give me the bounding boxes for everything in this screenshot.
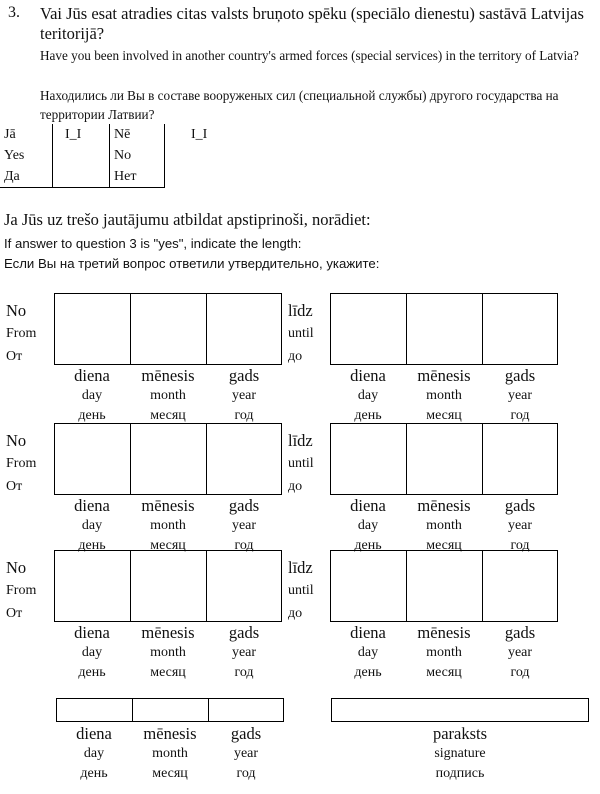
until-label: līdz until до bbox=[288, 558, 314, 621]
question-number: 3. bbox=[8, 4, 20, 21]
from-date-boxes bbox=[54, 423, 282, 495]
from-month-box[interactable] bbox=[130, 551, 207, 621]
no-checkbox[interactable]: I_I bbox=[165, 124, 320, 188]
until-date-boxes bbox=[330, 423, 558, 495]
yes-label: Jā Yes Да bbox=[0, 124, 53, 188]
until-date-boxes bbox=[330, 293, 558, 365]
signature-caption: paraksts signature подпись bbox=[432, 724, 488, 781]
until-label: līdz until до bbox=[288, 301, 314, 364]
final-month-box[interactable] bbox=[132, 699, 209, 721]
final-date-boxes bbox=[56, 698, 284, 722]
question-text-lv: Vai Jūs esat atradies citas valsts bruņoto spēku (speciālo dienestu) sastāvā Latvijas teritorijā? bbox=[40, 4, 584, 43]
until-day-box[interactable] bbox=[331, 424, 406, 494]
date-captions: diena day день mēnesis month месяц gads year год bbox=[74, 623, 260, 680]
from-day-box[interactable] bbox=[55, 551, 130, 621]
from-date-boxes bbox=[54, 293, 282, 365]
date-captions: diena day день mēnesis month месяц gads year год bbox=[350, 496, 536, 553]
from-label: No From От bbox=[6, 301, 37, 364]
until-day-box[interactable] bbox=[331, 294, 406, 364]
until-year-box[interactable] bbox=[482, 551, 557, 621]
question-text-en: Have you been involved in another country's armed forces (special services) in the territory of Latvia? bbox=[40, 48, 579, 63]
until-month-box[interactable] bbox=[406, 424, 483, 494]
until-month-box[interactable] bbox=[406, 294, 483, 364]
followup-text-en: If answer to question 3 is "yes", indicate the length: bbox=[4, 236, 302, 251]
followup-text-lv: Ja Jūs uz trešo jautājumu atbildat apstiprinoši, norādiet: bbox=[4, 210, 371, 229]
from-year-box[interactable] bbox=[206, 294, 281, 364]
until-month-box[interactable] bbox=[406, 551, 483, 621]
signature-box[interactable] bbox=[331, 698, 589, 722]
from-year-box[interactable] bbox=[206, 424, 281, 494]
yes-no-table bbox=[0, 124, 319, 188]
final-year-box[interactable] bbox=[208, 699, 283, 721]
until-year-box[interactable] bbox=[482, 424, 557, 494]
date-captions: diena day день mēnesis month месяц gads year год bbox=[350, 366, 536, 423]
from-date-boxes bbox=[54, 550, 282, 622]
yes-checkbox[interactable]: I_I bbox=[53, 124, 110, 188]
from-label: No From От bbox=[6, 431, 37, 494]
followup-text-ru: Если Вы на третий вопрос ответили утвердительно, укажите: bbox=[4, 256, 380, 271]
no-label: Nē No Нет bbox=[110, 124, 165, 188]
from-label: No From От bbox=[6, 558, 37, 621]
final-date-captions: diena day день mēnesis month месяц gads year год bbox=[76, 724, 262, 781]
final-day-box[interactable] bbox=[57, 699, 132, 721]
question-text-ru: Находились ли Вы в составе вооруженых сил (специальной службы) другого государства на территории Латвии? bbox=[40, 88, 559, 122]
from-day-box[interactable] bbox=[55, 424, 130, 494]
until-label: līdz until до bbox=[288, 431, 314, 494]
until-date-boxes bbox=[330, 550, 558, 622]
date-captions: diena day день mēnesis month месяц gads year год bbox=[74, 496, 260, 553]
from-month-box[interactable] bbox=[130, 424, 207, 494]
date-captions: diena day день mēnesis month месяц gads year год bbox=[350, 623, 536, 680]
from-month-box[interactable] bbox=[130, 294, 207, 364]
until-year-box[interactable] bbox=[482, 294, 557, 364]
date-captions: diena day день mēnesis month месяц gads year год bbox=[74, 366, 260, 423]
until-day-box[interactable] bbox=[331, 551, 406, 621]
from-year-box[interactable] bbox=[206, 551, 281, 621]
from-day-box[interactable] bbox=[55, 294, 130, 364]
